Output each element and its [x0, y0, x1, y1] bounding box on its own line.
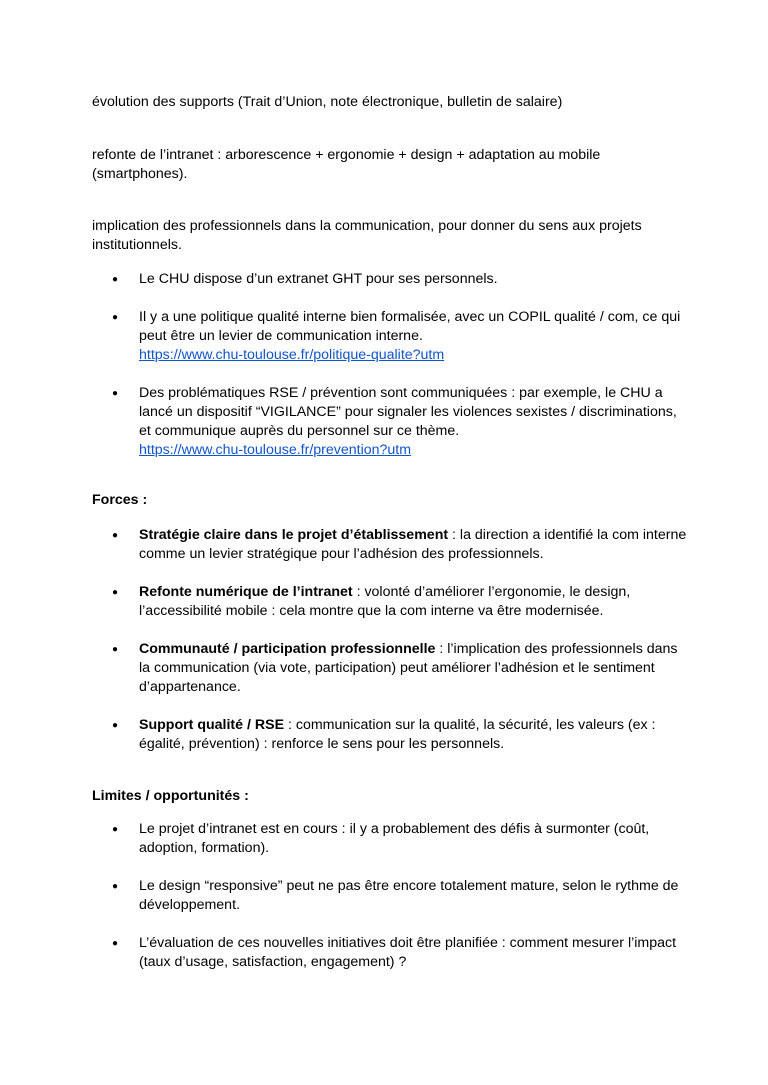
forces-item-4	[92, 716, 692, 754]
forces-item-2-text: : volonté d’améliorer l’ergonomie, le design, l’accessibilité mobile : cela montre que la com interne va être modernisée.	[139, 584, 631, 619]
context-bullet-list	[92, 270, 692, 479]
forces-item-3	[92, 640, 692, 697]
forces-item-1-text: : la direction a identifié la com interne comme un levier stratégique pour l’adhésion des professionnels.	[139, 527, 687, 562]
forces-item-4-text: : communication sur la qualité, la sécurité, les valeurs (ex : égalité, prévention) : renforce le sens pour les personnels.	[139, 717, 656, 752]
forces-heading: Forces :	[92, 492, 148, 508]
forces-item-2	[92, 583, 692, 621]
context-bullet-2-text: Il y a une politique qualité interne bien formalisée, avec un COPIL qualité / com, ce qui peut être un levier de communication interne.	[139, 309, 681, 344]
intro-paragraph-1: évolution des supports (Trait d’Union, note électronique, bulletin de salaire)	[92, 94, 563, 110]
context-bullet-1	[92, 270, 692, 289]
limites-item-3: ● L’évaluation de ces nouvelles initiatives doit être planifiée : comment mesurer l’impact (taux d’usage, satisfaction, engagement) ?	[92, 934, 692, 972]
context-bullet-2	[92, 308, 692, 365]
forces-item-1-title: Stratégie claire dans le projet d’établissement	[139, 527, 449, 543]
intro-paragraph-2: refonte de l’intranet : arborescence + ergonomie + design + adaptation au mobile (smartphones).	[92, 147, 601, 182]
context-bullet-1-text: Le CHU dispose d’un extranet GHT pour ses personnels.	[139, 271, 498, 287]
forces-item-2-title: Refonte numérique de l’intranet	[139, 584, 353, 600]
forces-list	[92, 526, 692, 773]
limites-item-2: ● Le design “responsive” peut ne pas être encore totalement mature, selon le rythme de développement.	[92, 877, 692, 915]
intro-paragraph-3: implication des professionnels dans la communication, pour donner du sens aux projets institutionnels.	[92, 218, 642, 253]
context-bullet-3-text: Des problématiques RSE / prévention sont communiquées : par exemple, le CHU a lancé un dispositif “VIGILANCE” pour signaler les violences sexistes / discriminations, et communique auprès du personnel sur ce thème.	[139, 385, 677, 439]
forces-item-4-title: Support qualité / RSE	[139, 717, 285, 733]
forces-item-3-text: : l’implication des professionnels dans la communication (via vote, participation) peut améliorer l’adhésion et le sentiment d’appartenance.	[139, 641, 678, 695]
prevention-link[interactable]: https://www.chu-toulouse.fr/prevention?utm	[139, 442, 412, 458]
forces-item-3-title: Communauté / participation professionnelle	[139, 641, 436, 657]
limites-item-1: ● Le projet d’intranet est en cours : il y a probablement des défis à surmonter (coût, adoption, formation).	[92, 820, 692, 858]
forces-item-1	[92, 526, 692, 564]
context-bullet-3	[92, 384, 692, 460]
politique-qualite-link[interactable]: https://www.chu-toulouse.fr/politique-qualite?utm	[139, 347, 445, 363]
limites-heading: Limites / opportunités :	[92, 788, 249, 804]
limites-list	[92, 820, 692, 991]
